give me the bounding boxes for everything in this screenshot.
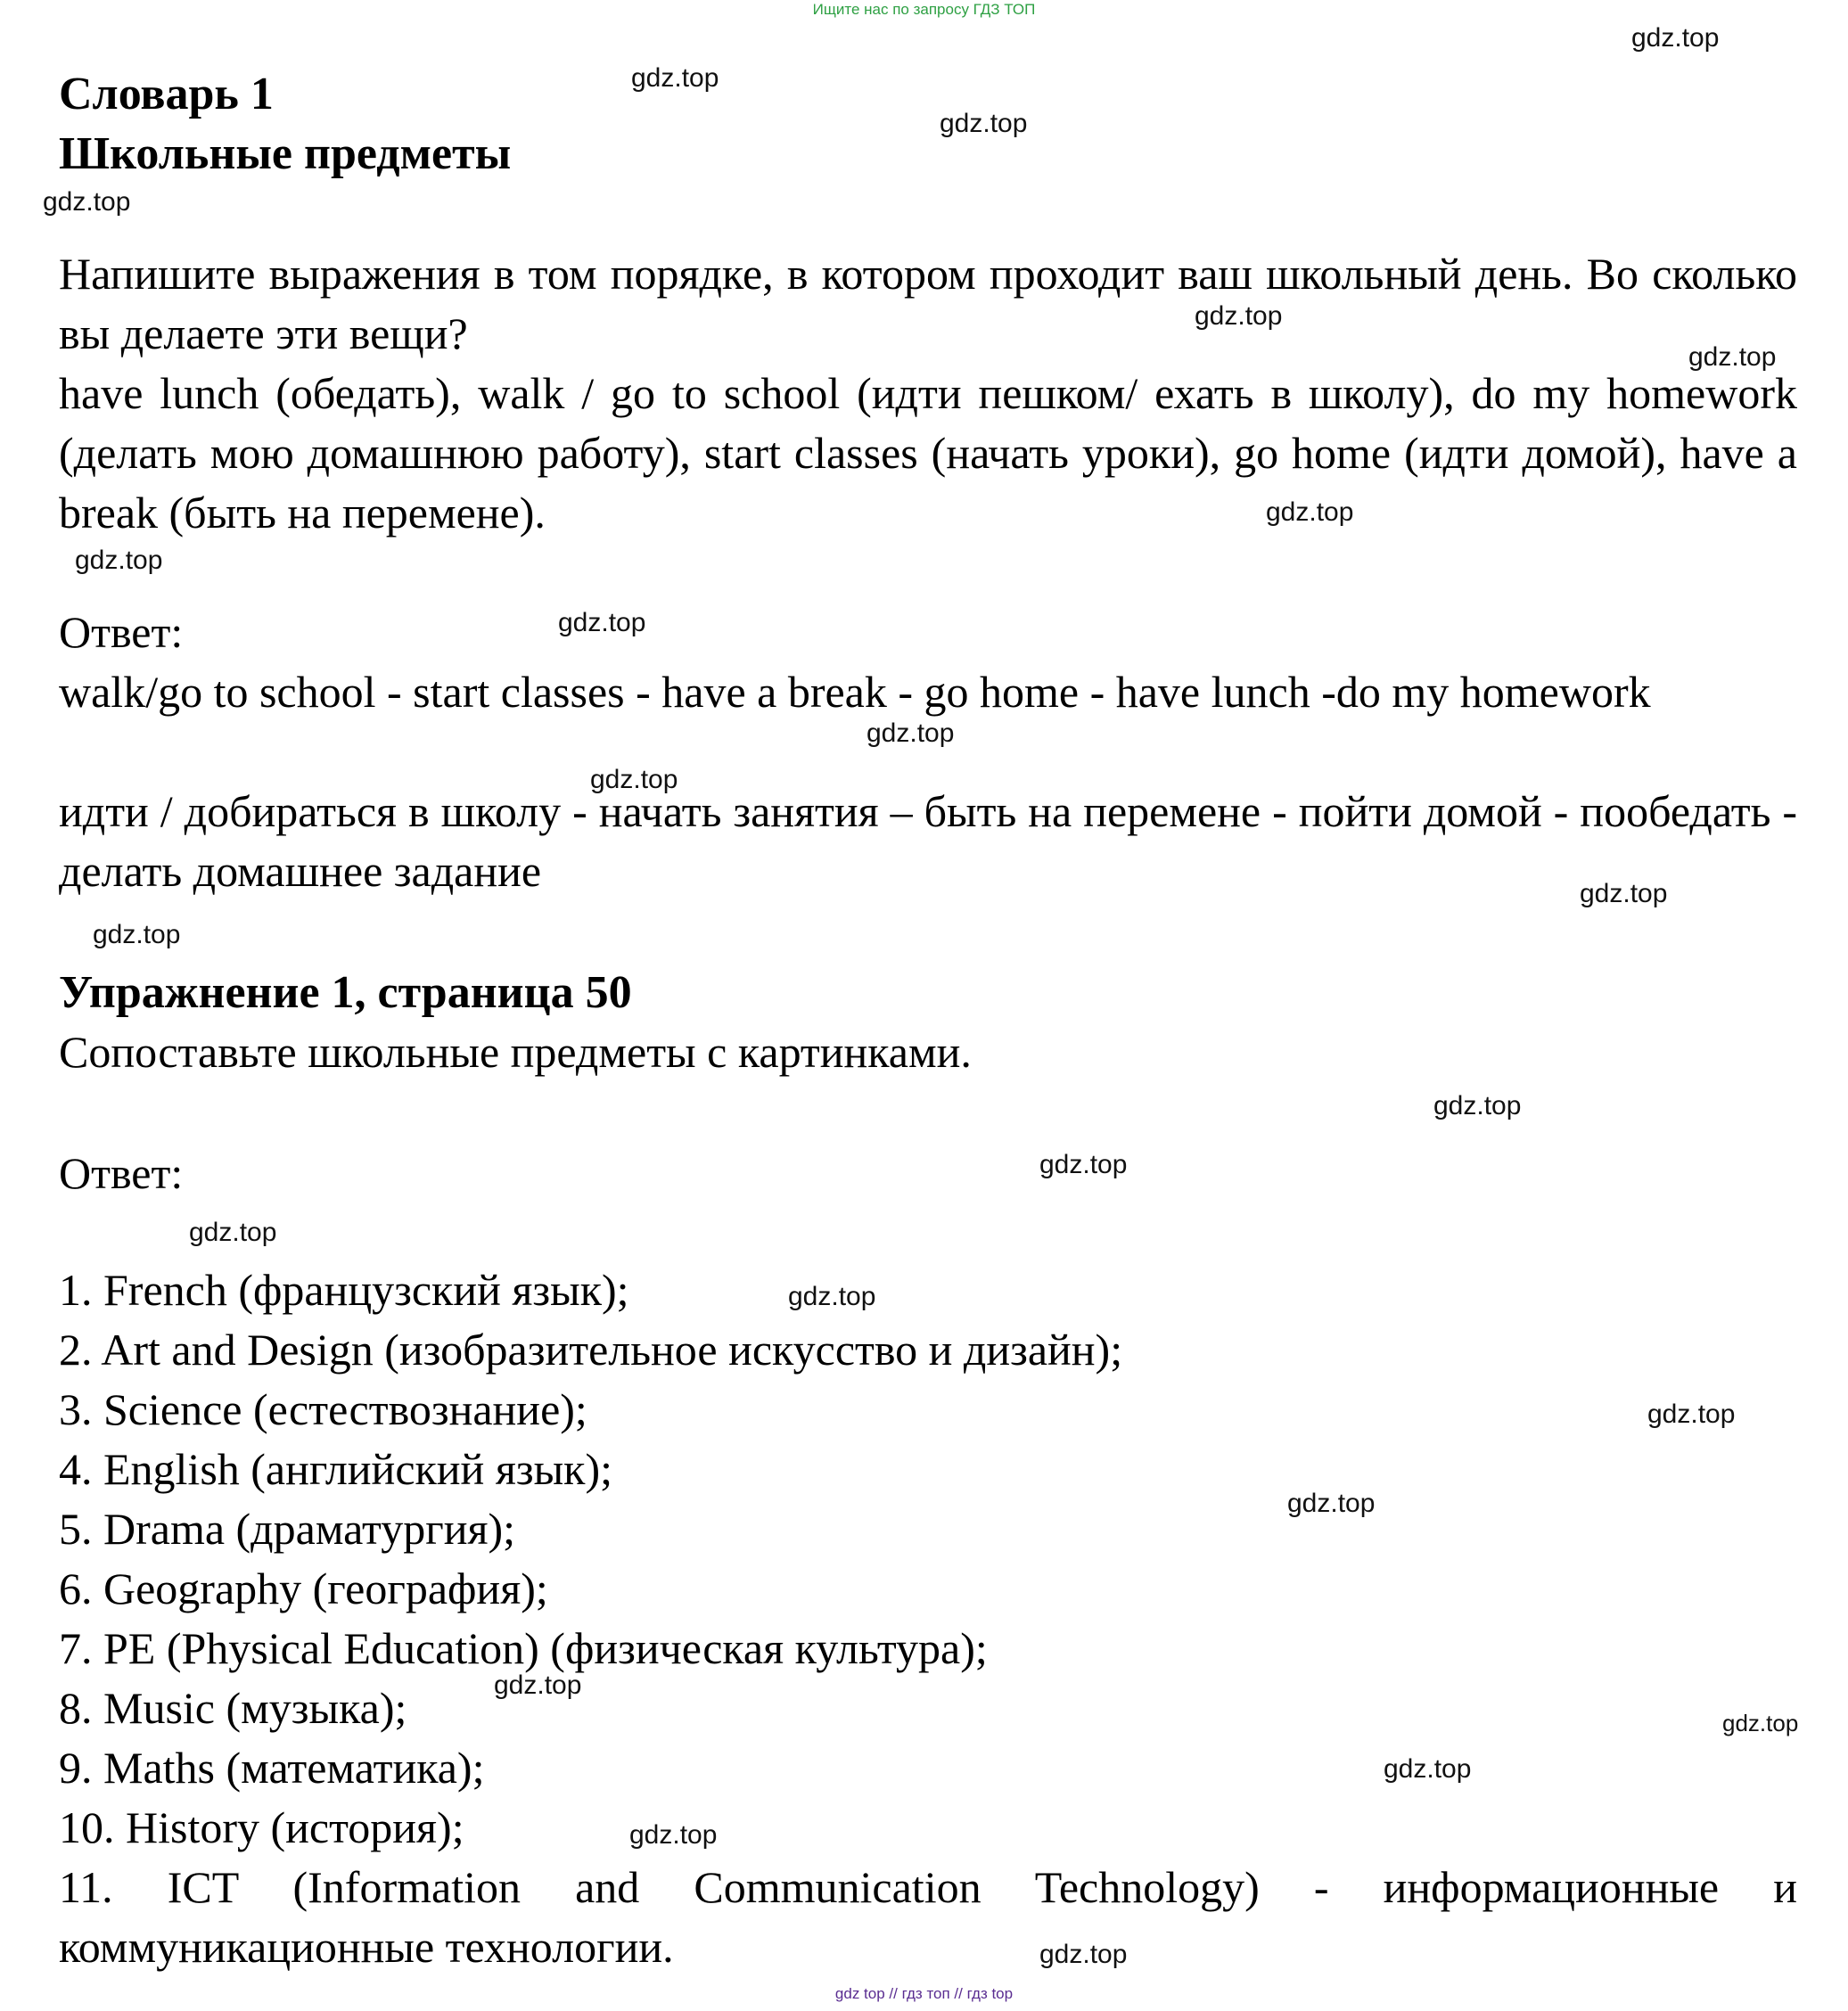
watermark: gdz.top	[940, 109, 1028, 138]
subject-list	[59, 1260, 1797, 1977]
list-item: 2. Art and Design (изобразительное искусство и дизайн);	[59, 1325, 1123, 1375]
watermark: gdz.top	[494, 1670, 582, 1700]
list-item: 9. Maths (математика);	[59, 1743, 485, 1793]
answer-english: walk/go to school - start classes - have a break - go home - have lunch -do my homework	[59, 667, 1651, 717]
watermark: gdz.top	[1647, 1399, 1736, 1429]
list-item: 3. Science (естествознание);	[59, 1384, 587, 1434]
list-item: 8. Music (музыка);	[59, 1683, 407, 1733]
answer-label-1: Ответ:	[59, 607, 184, 657]
answer-russian: идти / добираться в школу - начать занятия – быть на перемене - пойти домой - пообедать - делать домашнее задание	[59, 786, 1797, 896]
watermark: gdz.top	[1631, 23, 1720, 53]
watermark: gdz.top	[631, 63, 719, 93]
list-item: 10. History (история);	[59, 1802, 464, 1852]
list-item: 6. Geography (география);	[59, 1564, 548, 1613]
list-item: 4. English (английский язык);	[59, 1444, 612, 1494]
list-item: 1. French (французский язык);	[59, 1265, 629, 1315]
watermark: gdz.top	[1580, 879, 1668, 908]
bottom-banner: gdz top // гдз топ // гдз top	[834, 1985, 1014, 2002]
watermark: gdz.top	[867, 718, 955, 748]
page-subtitle: Школьные предметы	[59, 128, 512, 179]
list-item: 7. PE (Physical Education) (физическая культура);	[59, 1623, 988, 1673]
watermark: gdz.top	[1039, 1940, 1128, 1969]
watermark: gdz.top	[1266, 497, 1354, 527]
watermark: gdz.top	[558, 608, 646, 637]
task-question-text: Напишите выражения в том порядке, в котором проходит ваш школьный день. Во сколько вы делаете эти вещи?	[59, 249, 1797, 358]
watermark: gdz.top	[1039, 1150, 1128, 1179]
exercise-heading: Упражнение 1, страница 50	[59, 967, 632, 1018]
top-banner: Ищите нас по запросу ГДЗ ТОП	[812, 1, 1036, 18]
watermark: gdz.top	[1287, 1489, 1376, 1518]
watermark: gdz.top	[1195, 301, 1283, 331]
watermark: gdz.top	[189, 1218, 277, 1247]
watermark: gdz.top	[93, 920, 181, 949]
watermark: gdz.top	[43, 187, 131, 217]
list-item: 5. Drama (драматургия);	[59, 1504, 516, 1554]
watermark: gdz.top	[1384, 1754, 1472, 1784]
page-title: Словарь 1	[59, 69, 274, 119]
watermark: gdz.top	[590, 765, 678, 794]
watermark: gdz.top	[1433, 1091, 1522, 1120]
watermark: gdz.top	[1688, 342, 1777, 372]
task-phrases: have lunch (обедать), walk / go to school (идти пешком/ ехать в школу), do my homework (делать мою домашнюю работу), start classes (начать уроки), go home (идти домой), have a break (быть на перемене).	[59, 368, 1797, 538]
task-question	[59, 244, 1797, 364]
exercise-instruction: Сопоставьте школьные предметы с картинками.	[59, 1027, 972, 1077]
watermark: gdz.top	[1722, 1710, 1799, 1736]
watermark: gdz.top	[788, 1282, 876, 1311]
list-item: 11. ICT (Information and Communication Technology) - информационные и коммуникационные технологии.	[59, 1862, 1797, 1972]
answer-label-2: Ответ:	[59, 1148, 184, 1198]
watermark: gdz.top	[629, 1820, 718, 1850]
watermark: gdz.top	[75, 546, 163, 575]
